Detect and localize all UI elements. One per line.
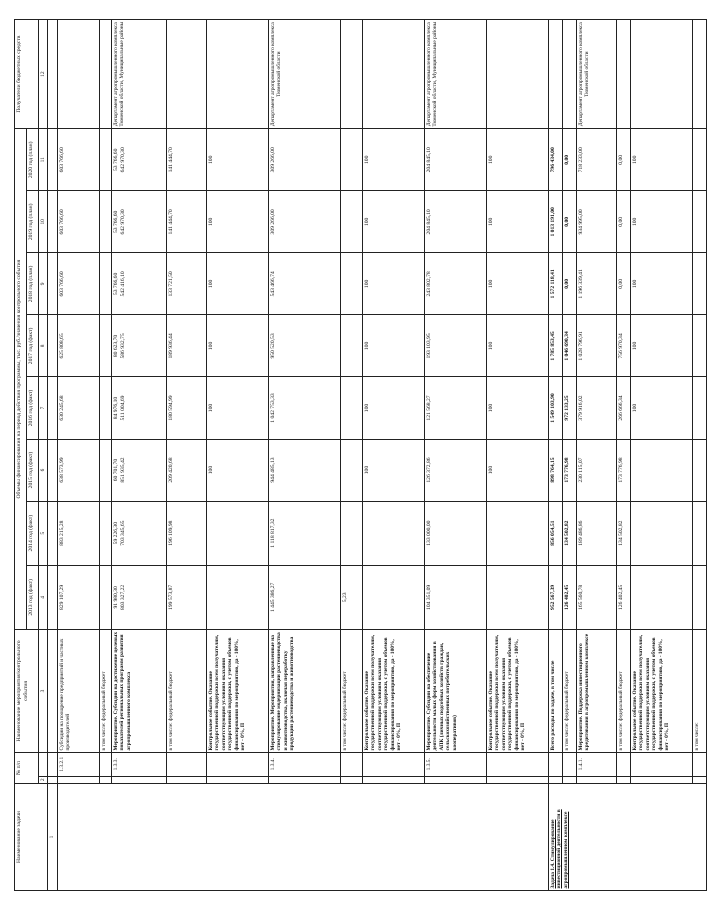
value-cell [362,565,424,629]
value-cell: 952 567,39 [548,565,562,629]
value-cell: 100 [486,191,548,253]
value-cell: 133 721,50 [166,253,206,315]
task-cell: Задача 1.4. Стимулирование инвестиционной деятельности в агропромышленном комплексе [548,784,706,891]
event-cell: в том числе: федеральный бюджет [616,629,630,752]
value-cell [692,253,706,315]
value-cell: 141 444,70 [166,191,206,253]
value-cell: 883 215,28 [57,501,99,565]
value-cell: 121 568,27 [424,377,486,439]
value-cell [692,129,706,191]
num-cell [630,752,692,776]
value-cell [340,439,362,501]
table-row [616,20,630,891]
num-cell [362,752,424,776]
value-cell: 0,00 [616,253,630,315]
num-spacer-cell [630,776,692,783]
num-spacer-cell [616,776,630,783]
header-year: 2020 год (план) [27,129,39,191]
value-cell: 100 [206,129,268,191]
value-cell: 126 402,45 [616,565,630,629]
value-cell: 1 028 796,91 [576,315,616,377]
value-cell: 1 046 690,34 [562,315,576,377]
value-cell: 5,23 [340,565,362,629]
value-cell: 625 808,65 [57,315,99,377]
colnum: 4 [39,565,48,629]
num-spacer-cell [206,776,268,783]
value-cell: 199 573,87 [166,565,206,629]
value-cell: 100 [486,253,548,315]
value-cell: 100 [206,377,268,439]
table-row [57,20,99,891]
value-cell: 134 502,82 [562,501,576,565]
value-cell: 603 766,60 [57,253,99,315]
table-row [692,20,706,891]
header-year: 2014 год (факт) [27,501,39,565]
value-cell [340,191,362,253]
value-cell: 100 [630,191,692,253]
colnum [39,752,48,776]
event-cell: Мероприятие. Субсидии на обеспечение деятельности малых форм хозяйствования в АПК (личных подсобных хозяйств граждан, сельскохозяйственных потребительских кооперативов) [424,629,486,752]
event-cell: в том числе: федеральный бюджет [340,629,362,752]
table-row [166,20,206,891]
value-cell: 1 196 339,41 [576,253,616,315]
table-row [206,20,268,891]
value-cell: 100 [486,377,548,439]
value-cell: 379 916,02 [576,377,616,439]
value-cell [692,191,706,253]
value-cell: 100 [206,439,268,501]
num-cell [99,752,111,776]
value-cell: 100 [486,439,548,501]
value-cell [692,377,706,439]
value-cell [630,439,692,501]
value-cell: 180 594,99 [166,377,206,439]
event-cell: Контрольное событие. Оказание государственной поддержки всем получателям, соответствующим условиям оказания государственной поддержки, с учетом объемов финансирования по мероприятию, да - 100%, нет - 0%, П [486,629,548,752]
recipient-cell [562,20,576,129]
value-cell: 756 970,34 [616,315,630,377]
value-cell: 100 [206,253,268,315]
table-row [362,20,424,891]
value-cell: 126 402,45 [562,565,576,629]
table-row [268,20,340,891]
colnum: 10 [39,191,48,253]
value-cell [340,129,362,191]
value-cell: 630 245,68 [57,377,99,439]
value-cell: 100 [486,129,548,191]
task-cell [57,784,548,891]
num-cell [562,752,576,776]
event-cell: Мероприятие. Поддержка инвестиционного кредитования в агропромышленном комплексе [576,629,616,752]
value-cell: 126 372,86 [424,439,486,501]
value-cell [99,501,111,565]
table-body [57,20,706,891]
value-cell: 53 766,60 542 416,10 [111,253,166,315]
recipient-cell: Департамент агропромышленного комплекса Тюменской области [576,20,616,129]
num-spacer-cell [692,776,706,783]
event-cell: в том числе: федеральный бюджет [99,629,111,752]
value-cell: 100 [206,315,268,377]
value-cell: 100 [630,315,692,377]
num-cell: 1.3.5. [424,752,486,776]
value-cell: 0,00 [562,191,576,253]
value-cell: 100 [630,129,692,191]
value-cell: 603 766,60 [57,191,99,253]
colnum-task: 1 [48,784,57,891]
value-cell: 543 466,74 [268,253,340,315]
num-cell [692,752,706,776]
event-cell: Контрольное событие. Оказание государственной поддержки всем получателям, соответствующим условиям оказания государственной поддержки, с учетом объемов финансирования по мероприятию, да - 100%, нет - 0%, П [362,629,424,752]
event-cell: в том числе: федеральный бюджет [562,629,576,752]
value-cell: 189 936,44 [166,315,206,377]
value-cell: 934 995,00 [576,191,616,253]
header-year: 2013 год (факт) [27,565,39,629]
value-cell [340,253,362,315]
value-cell: 243 802,78 [424,253,486,315]
value-cell: 100 [362,191,424,253]
value-cell: 204 845,10 [424,191,486,253]
value-cell: 100 [630,377,692,439]
value-cell [206,501,268,565]
value-cell: 60 701,70 851 935,42 [111,439,166,501]
num-spacer-cell [99,776,111,783]
value-cell [206,565,268,629]
recipient-cell [99,20,111,129]
num-spacer-cell [548,776,562,783]
value-cell: 100 [206,191,268,253]
table-row [99,20,111,891]
event-cell: Контрольное событие. Оказание государственной поддержки всем получателям, соответствующим условиям оказания государственной поддержки, с учетом объемов финансирования по мероприятию, да - 100%, нет - 0%, П [206,629,268,752]
num-cell: 1.3.2.1 [57,752,99,776]
event-cell: Контрольное событие. Оказание государственной поддержки всем получателям, соответствующим условиям оказания государственной поддержки, с учетом объемов финансирования по мероприятию, да - 100%, нет - 0%, П [630,629,692,752]
num-spacer-cell [111,776,166,783]
event-cell: Всего расходы по задаче, в том числе [548,629,562,752]
num-spacer-cell [362,776,424,783]
num-spacer-cell [340,776,362,783]
recipient-cell [548,20,562,129]
value-cell [362,501,424,565]
funding-table [14,19,707,891]
header-task-name: Наименование задачи [15,784,48,891]
recipient-cell: Департамент агропромышленного комплекса Тюменской области [268,20,340,129]
num-cell [166,752,206,776]
recipient-cell [616,20,630,129]
header-year: 2019 год (план) [27,191,39,253]
num-spacer-cell [576,776,616,783]
value-cell: 603 766,60 [57,129,99,191]
event-cell: в том числе: федеральный бюджет [166,629,206,752]
value-cell: 80 623,70 586 932,75 [111,315,166,377]
value-cell: 1 118 817,32 [268,501,340,565]
recipient-cell: Департамент агропромышленного комплекса Тюменской области, Муниципальные районы [111,20,166,129]
value-cell: 100 [362,253,424,315]
value-cell: 100 [362,377,424,439]
value-cell: 230 115,07 [576,439,616,501]
value-cell: 141 444,70 [166,129,206,191]
header-year: 2015 год (факт) [27,439,39,501]
num-cell [206,752,268,776]
value-cell: 972 133,25 [562,377,576,439]
recipient-cell [166,20,206,129]
event-cell: Мероприятие. Субсидии на достижение целевых показателей региональных программ развития агропромышленного комплекса [111,629,166,752]
colnum: 5 [39,501,48,565]
header-year: 2016 год (факт) [27,377,39,439]
colnum: 8 [39,315,48,377]
num-cell [548,752,562,776]
value-cell [630,501,692,565]
value-cell: 84 976,10 511 004,69 [111,377,166,439]
value-cell [692,439,706,501]
num-cell [616,752,630,776]
table-row [630,20,692,891]
num-cell: 1.3.4. [268,752,340,776]
recipient-cell [57,20,99,129]
value-cell: 829 107,29 [57,565,99,629]
num-cell [486,752,548,776]
value-cell [340,501,362,565]
value-cell: 196 109,98 [166,501,206,565]
colnum: 7 [39,377,48,439]
header-funding-title: Объемы финансирования на период действия программы, тыс. руб./значения контрольного события [15,129,27,630]
recipient-cell [630,20,692,129]
colnum: 6 [39,439,48,501]
colnum: 12 [39,20,48,129]
colnum: 2 [39,776,48,783]
num-spacer-cell [57,776,99,783]
value-cell: 104 351,09 [424,565,486,629]
value-cell [692,315,706,377]
value-cell: 189 486,86 [576,501,616,565]
table-row [424,20,486,891]
value-cell [692,501,706,565]
value-cell: 950 520,53 [268,315,340,377]
value-cell [99,253,111,315]
value-cell: 0,00 [562,253,576,315]
value-cell: 53 766,60 642 970,30 [111,191,166,253]
value-cell: 133 000,00 [424,501,486,565]
num-spacer-cell [268,776,340,783]
value-cell: 309 266,00 [268,191,340,253]
value-cell: 100 [486,315,548,377]
value-cell: 59 226,30 703 345,65 [111,501,166,565]
event-cell: Мероприятие. Мероприятия, направленные на стимулирование модернизации растениеводства и животноводства, включая переработку продукции растениеводства и животноводства [268,629,340,752]
header-recipient: Получатели бюджетных средств [15,20,39,129]
value-cell: 1 785 853,45 [548,315,562,377]
num-spacer-cell [166,776,206,783]
value-cell [99,315,111,377]
value-cell: 193 103,95 [424,315,486,377]
recipient-cell: Департамент агропромышленного комплекса Тюменской области, Муниципальные районы [424,20,486,129]
value-cell: 638 573,99 [57,439,99,501]
rotated-table-sheet [14,19,700,891]
recipient-cell [340,20,362,129]
num-spacer-cell [486,776,548,783]
value-cell [99,129,111,191]
value-cell: 0,00 [562,129,576,191]
value-cell: 100 [362,129,424,191]
value-cell: 1 013 191,00 [548,191,562,253]
value-cell: 204 845,10 [424,129,486,191]
value-cell: 718 233,00 [576,129,616,191]
value-cell: 796 434,00 [548,129,562,191]
value-cell: 0,00 [616,129,630,191]
num-spacer-cell [562,776,576,783]
value-cell: 1 549 103,90 [548,377,562,439]
value-cell: 100 [362,315,424,377]
value-cell [486,501,548,565]
table-row [562,20,576,891]
value-cell: 173 776,98 [562,439,576,501]
value-cell: 1 572 118,41 [548,253,562,315]
value-cell: 91 980,30 803 327,22 [111,565,166,629]
table-row [111,20,166,891]
recipient-cell [692,20,706,129]
colnum: 3 [39,629,48,752]
table-row [486,20,548,891]
value-cell [99,377,111,439]
value-cell: 134 502,82 [616,501,630,565]
header-num: № п/п [15,752,39,783]
value-cell: 898 764,15 [548,439,562,501]
recipient-cell [206,20,268,129]
value-cell [340,315,362,377]
value-cell: 100 [362,439,424,501]
num-cell [340,752,362,776]
table-row [340,20,362,891]
value-cell: 309 266,00 [268,129,340,191]
recipient-cell [362,20,424,129]
num-spacer-cell [424,776,486,783]
event-cell: Субсидии на поощрение предприятий и частных производителей [57,629,99,752]
value-cell: 53 766,60 642 970,30 [111,129,166,191]
value-cell [340,377,362,439]
value-cell: 1 445 386,27 [268,565,340,629]
table-row [576,20,616,891]
spacer-row [48,20,57,891]
header-year: 2018 год (план) [27,253,39,315]
header-year: 2017 год (факт) [27,315,39,377]
value-cell: 209 420,68 [166,439,206,501]
table-row [548,20,562,891]
value-cell [692,565,706,629]
value-cell: 266 666,34 [616,377,630,439]
num-cell: 1.4.1. [576,752,616,776]
value-cell [99,191,111,253]
value-cell: 1 042 753,33 [268,377,340,439]
value-cell [486,565,548,629]
value-cell [99,565,111,629]
value-cell [630,565,692,629]
value-cell: 856 054,51 [548,501,562,565]
value-cell: 100 [630,253,692,315]
colnum: 11 [39,129,48,191]
value-cell: 0,00 [616,191,630,253]
num-cell: 1.3.3. [111,752,166,776]
value-cell: 944 485,13 [268,439,340,501]
event-cell: в том числе: [692,629,706,752]
header-event-name: Наименование мероприятия/контрольного события [15,629,39,752]
value-cell [99,439,111,501]
recipient-cell [486,20,548,129]
colnum: 9 [39,253,48,315]
value-cell: 165 560,78 [576,565,616,629]
value-cell: 173 776,98 [616,439,630,501]
